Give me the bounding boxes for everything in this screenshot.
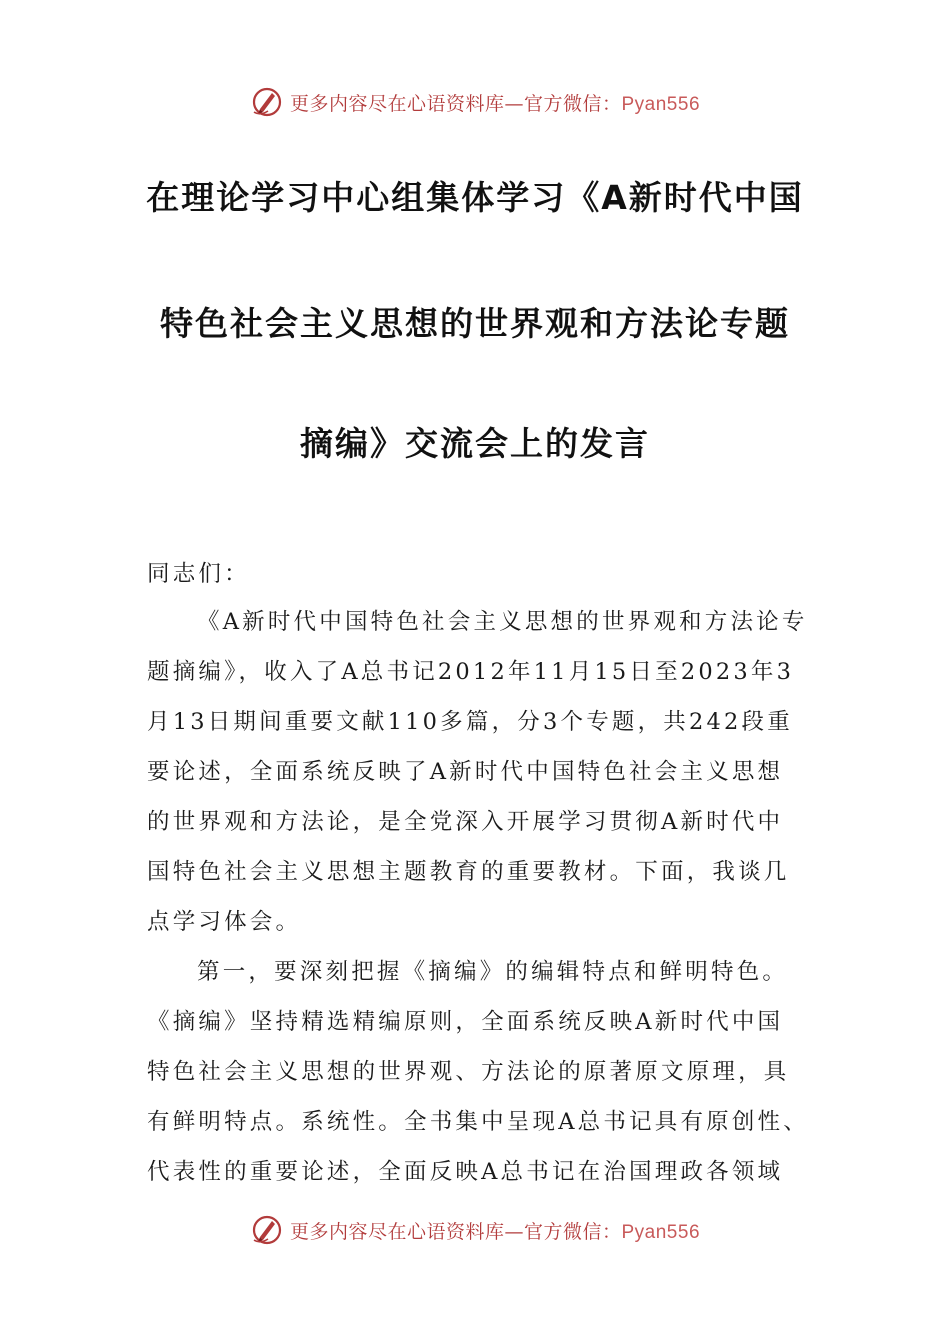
banner-slogan: 更多内容尽在心语资料库—官方微信：: [289, 92, 622, 115]
document-title-line-2: 特色社会主义思想的世界观和方法论专题: [160, 304, 790, 343]
document-title-line-1: 在理论学习中心组集体学习《A新时代中国: [146, 178, 804, 217]
paragraph-line: 第一，要深刻把握《摘编》的编辑特点和鲜明特色。: [197, 959, 789, 985]
banner-text: [290, 89, 700, 116]
banner-handle: Pyan556: [621, 93, 701, 115]
pen-circle-logo-icon: [250, 1213, 284, 1247]
header-banner: [0, 82, 950, 122]
paragraph-line: 点学习体会。: [147, 909, 302, 935]
paragraph-line: 题摘编》，收入了A总书记2012年11月15日至2023年3: [147, 659, 795, 685]
banner-slogan: 更多内容尽在心语资料库—官方微信：: [289, 1220, 622, 1243]
paragraph-line: 国特色社会主义思想主题教育的重要教材。下面，我谈几: [147, 859, 790, 885]
document-title-line-3: 摘编》交流会上的发言: [300, 424, 650, 463]
paragraph-line: 《摘编》坚持精选精编原则，全面系统反映A新时代中国: [147, 1009, 784, 1035]
footer-banner: [0, 1210, 950, 1250]
paragraph-line: 《A新时代中国特色社会主义思想的世界观和方法论专: [197, 609, 808, 635]
banner-text: [290, 1217, 700, 1244]
paragraph-line: 的世界观和方法论，是全党深入开展学习贯彻A新时代中: [147, 809, 784, 835]
paragraph-line: 代表性的重要论述，全面反映A总书记在治国理政各领域: [147, 1159, 784, 1185]
banner-handle: Pyan556: [621, 1221, 701, 1243]
salutation: 同志们：: [147, 561, 250, 587]
pen-circle-logo-icon: [250, 85, 284, 119]
paragraph-line: 要论述，全面系统反映了A新时代中国特色社会主义思想: [147, 759, 784, 785]
paragraph-line: 有鲜明特点。系统性。全书集中呈现A总书记具有原创性、: [147, 1109, 809, 1135]
paragraph-line: 月13日期间重要文献110多篇，分3个专题，共242段重: [147, 709, 793, 735]
paragraph-line: 特色社会主义思想的世界观、方法论的原著原文原理，具: [147, 1059, 790, 1085]
